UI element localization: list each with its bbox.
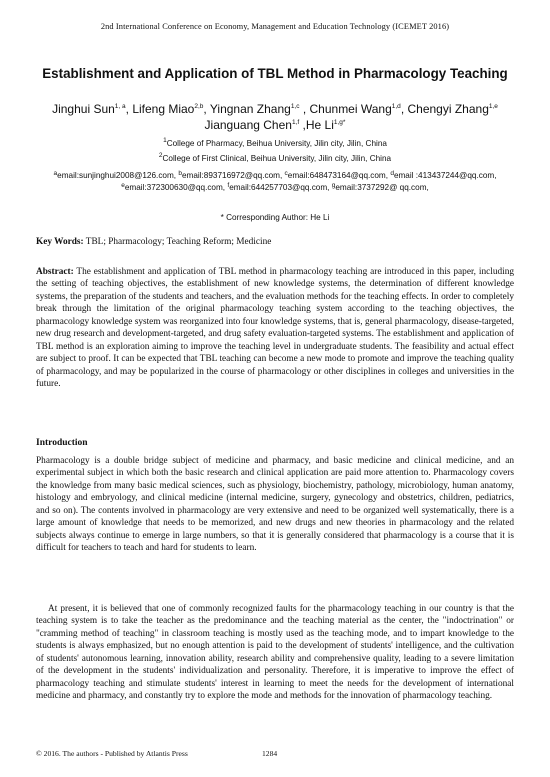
author-affiliation-mark: 1,g* [333, 119, 346, 126]
email-list [52, 170, 498, 194]
author-name: Jianguang Chen [204, 118, 292, 132]
author-name: Lifeng Miao [132, 102, 195, 116]
email-link[interactable]: email:644257703@qq.com, [229, 183, 332, 192]
corresponding-author: * Corresponding Author: He Li [220, 213, 330, 222]
abstract [36, 266, 514, 391]
email-mark: f [227, 182, 230, 189]
conference-header: 2nd International Conference on Economy, Management and Education Technology (ICEMET 2016) [100, 22, 450, 31]
author-affiliation-mark: 1,d [391, 103, 401, 110]
keywords [36, 236, 514, 248]
paper-title: Establishment and Application of TBL Method in Pharmacology Teaching [42, 66, 508, 81]
author-name: Chunmei Wang [309, 102, 392, 116]
email-link[interactable]: email :413437244@qq.com, [393, 171, 497, 180]
affiliation-mark: 1 [163, 137, 167, 144]
affiliation-mark: 2 [158, 152, 163, 159]
email-link[interactable]: email:893716972@qq.com, [181, 171, 285, 180]
intro-paragraph-2: At present, it is believed that one of commonly recognized faults for the pharmacology teaching in our country is that the teaching system is to take the teacher as the predominance and the teaching material as the center, the "indoctrination" or "cramming method of teaching" in classroom teaching is mostly used as the teaching mode, and to impart knowledge to the students is always emphasized, but no enough attention is paid to the development of students' intelligence, and the cultivation of students' autonomous learning, innovation ability, research ability and comprehensive quality, leading to a severe limitation of the development in the students' individualization and personality. Therefore, it is imperative to improve the effect of pharmacology teaching and stimulate students' interest in learning to meet the needs for the development of international medicine and pharmacy, and constantly try to explore the mode and methods for the innovation of pharmacology teaching. [36, 604, 514, 702]
copyright-footer: © 2016. The authors - Published by Atlantis Press [36, 749, 188, 758]
author-affiliation-mark: 2,b [194, 103, 204, 110]
email-mark: b [178, 170, 182, 177]
email-mark: e [121, 182, 125, 189]
section-heading-introduction: Introduction [36, 438, 88, 448]
author-name: Yingnan Zhang [209, 102, 291, 116]
keywords-label: Key Words: [36, 237, 84, 247]
keywords-text: TBL; Pharmacology; Teaching Reform; Medicine [83, 237, 272, 247]
author-list: Jinghui Sun$^{1, a}$, Lifeng Miao$^{2,b}$, Yingnan Zhang$^{1,c}$ , Chunmei Wang$^{1,d}$, Chengyi Zhang$^{1,e}$ Jianguang Chen$^{1,f}$ ,He $Li^{1,g*}$ [52, 102, 498, 132]
affiliation-text: College of Pharmacy, Beihua University, Jilin city, Jilin, China [166, 139, 387, 148]
abstract-text: The establishment and application of TBL method in pharmacology teaching are introduced in this paper, including the setting of teaching objectives, the establishment of new knowledge systems, the determination of different knowledge systems, the preparation of the students and teachers, and the evaluation methods for the teaching effects. In order to completely break through the limitation of the original pharmacology teaching system according to the teaching objectives, the pharmacology knowledge system was reorganized into four knowledge systems, that is, general pharmacology, disease-targeted, new drug research and development-targeted, and drug safety evaluation-targeted systems. The establishment and application of TBL method is an exploration aiming to improve the teaching level in undergraduate students. The feasibility and actual effect are subject to proof. It can be expected that TBL teaching can become a new mode to promote and improve the teaching quality of pharmacology, and may be popularized in the course of pharmacology or other disciplines in colleges and universities in the future. [36, 267, 514, 390]
author-name: Chengyi Zhang [407, 102, 489, 116]
author-affiliation-mark: 1, a [114, 103, 126, 110]
email-mark: g [331, 182, 336, 189]
author-affiliation-mark: 1,c [290, 103, 300, 110]
email-mark: d [390, 170, 394, 177]
affiliation-1 [0, 139, 550, 148]
author-name: Jinghui Sun [52, 102, 115, 116]
affiliation-2 [0, 154, 550, 163]
intro-paragraph-1: Pharmacology is a double bridge subject of medicine and pharmacy, and basic medicine and clinical medicine, and an experimental subject in which both the basic research and clinical application are paid more attention to. Pharmacology covers the knowledge from many basic medical sciences, such as physiology, biochemistry, pathology, microbiology, human anatomy, histology and embryology, and clinical medicine (internal medicine, surgery, gynecology and obstetrics, children, pediatrics, and so on). The contents involved in pharmacology are very extensive and need to be organized well systematically, there is a large amount of knowledge that needs to be memorized, and new drugs and new theories in pharmacology and the related subjects always continue to emerge in large numbers, so that it is generally considered that pharmacology is a course that it is difficult for teachers to teach and hard for students to learn. [36, 456, 514, 554]
email-link[interactable]: email:372300630@qq.com, [124, 183, 228, 192]
page-number: 1284 [262, 749, 278, 758]
email-link[interactable]: email:sunjinghui2008@126.com, [57, 171, 179, 180]
abstract-label: Abstract: [36, 267, 74, 277]
email-mark: a [53, 170, 58, 177]
email-mark: c [284, 170, 288, 177]
affiliation-text: College of First Clinical, Beihua University, Jilin city, Jilin, China [162, 154, 392, 163]
author-affiliation-mark: 1,f [291, 119, 300, 126]
author-affiliation-mark: 1,e [488, 103, 498, 110]
email-link[interactable]: email:648473164@qq.com, [287, 171, 391, 180]
email-link[interactable]: email:3737292@ qq.com, [335, 183, 429, 192]
author-name: He Li [305, 118, 334, 132]
